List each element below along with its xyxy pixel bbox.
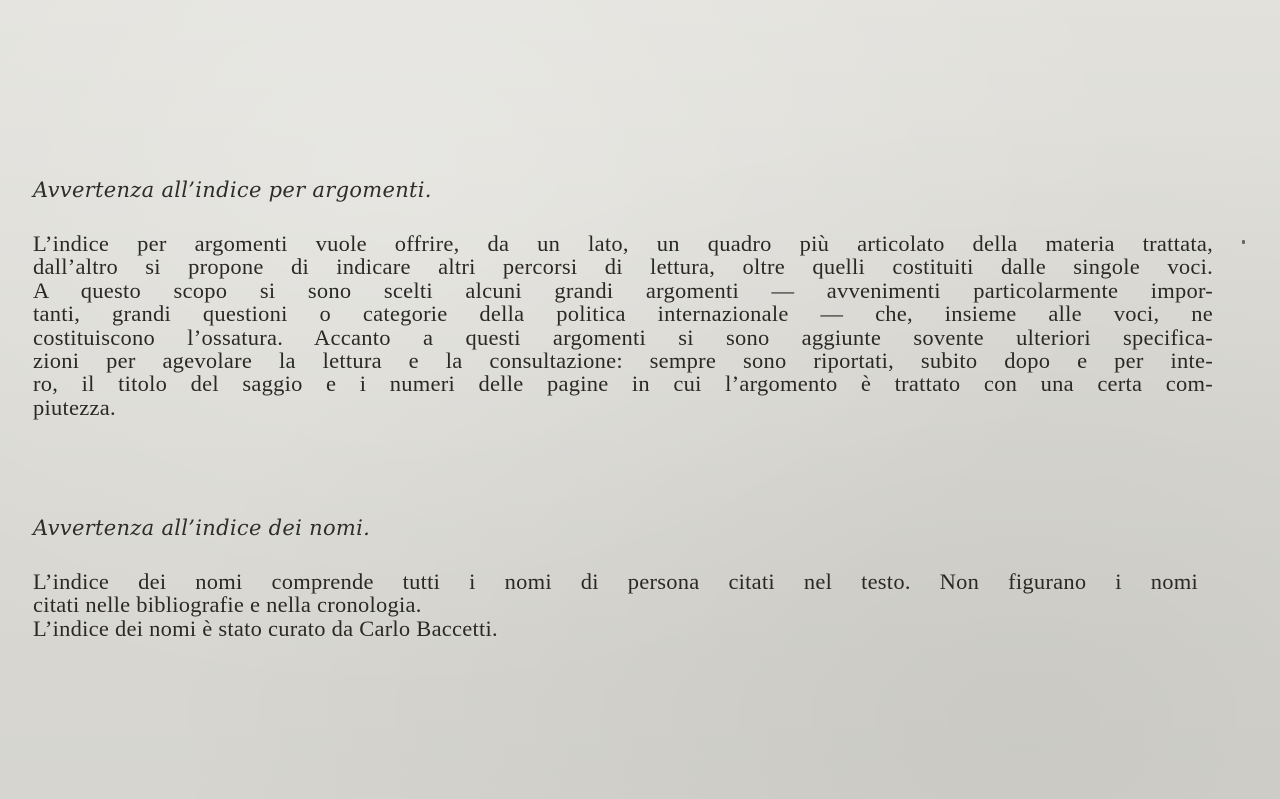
section-paragraph <box>33 570 1213 640</box>
text-line: tanti, grandi questioni o categorie della politica internazionale — che, insieme alle voci, ne <box>33 301 1213 327</box>
section-paragraph <box>33 232 1213 419</box>
text-line: dall’altro si propone di indicare altri percorsi di lettura, oltre quelli costituiti dalle singole voci. <box>33 254 1213 280</box>
text-line: ro, il titolo del saggio e i numeri delle pagine in cui l’argomento è trattato con una certa com- <box>33 371 1213 397</box>
paper-speck <box>1242 240 1245 244</box>
text-line: L’indice dei nomi comprende tutti i nomi di persona citati nel testo. Non figurano i nomi <box>33 569 1198 594</box>
section-name-index-notice <box>33 514 1213 640</box>
text-line: costituiscono l’ossatura. Accanto a questi argomenti si sono aggiunte sovente ulteriori specifica- <box>33 324 1213 350</box>
text-line: zioni per agevolare la lettura e la consultazione: sempre sono riportati, subito dopo e per inte- <box>33 348 1213 374</box>
section-subject-index-notice <box>33 176 1213 419</box>
text-line: A questo scopo si sono scelti alcuni grandi argomenti — avvenimenti particolarmente impor- <box>33 277 1213 303</box>
text-line: citati nelle bibliografie e nella cronologia. <box>33 592 422 618</box>
text-line: L’indice per argomenti vuole offrire, da un lato, un quadro più articolato della materia trattata, <box>33 231 1213 256</box>
section-heading: Avvertenza all’indice dei nomi. <box>33 516 371 540</box>
section-heading: Avvertenza all’indice per argomenti. <box>33 178 432 202</box>
text-line: L’indice dei nomi è stato curato da Carlo Baccetti. <box>33 615 498 641</box>
text-line: piutezza. <box>33 394 116 420</box>
